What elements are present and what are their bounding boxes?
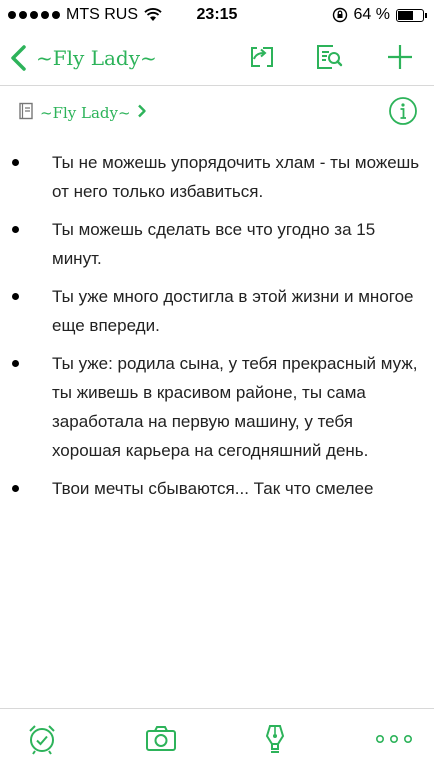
more-icon <box>374 722 414 756</box>
camera-icon <box>144 722 178 756</box>
list-item: Твои мечты сбываются... Так что смелее <box>52 474 424 503</box>
battery-fill <box>398 11 413 20</box>
notebook-selector[interactable] <box>18 100 147 126</box>
back-button[interactable] <box>8 40 157 76</box>
reminder-icon <box>25 722 59 756</box>
bottom-toolbar <box>0 708 434 770</box>
info-icon <box>388 96 418 126</box>
list-item: Ты уже: родила сына, у тебя прекрасный муж, ты живешь в красивом районе, ты сама заработала на первую машину, у тебя хорошая карьера на сегодняшний день. <box>52 349 424 465</box>
handwriting-button[interactable] <box>258 722 292 756</box>
note-content[interactable] <box>52 148 424 512</box>
rotation-lock-icon <box>332 7 348 23</box>
search-note-icon <box>313 41 345 73</box>
signal-strength-icon <box>8 11 60 19</box>
reminder-button[interactable] <box>25 722 59 756</box>
carrier-name: MTS RUS <box>66 6 138 23</box>
bullet-list <box>52 148 424 503</box>
chevron-right-icon <box>137 104 147 123</box>
add-icon <box>384 41 416 73</box>
battery-percent: 64 % <box>353 6 390 23</box>
add-button[interactable] <box>384 41 416 73</box>
battery-icon <box>396 9 424 22</box>
share-icon <box>246 41 278 73</box>
chevron-left-icon <box>8 44 30 72</box>
navigation-bar <box>0 30 434 86</box>
clock: 23:15 <box>196 6 238 23</box>
camera-button[interactable] <box>144 722 178 756</box>
status-bar <box>0 0 434 30</box>
more-button[interactable] <box>374 722 414 756</box>
list-item: Ты можешь сделать все что угодно за 15 минут. <box>52 215 424 273</box>
notebook-name: ~Fly Lady~ <box>40 104 131 122</box>
share-button[interactable] <box>246 41 278 73</box>
wifi-icon <box>144 8 162 22</box>
pen-icon <box>258 722 292 756</box>
note-info-button[interactable] <box>388 96 418 126</box>
list-item: Ты уже много достигла в этой жизни и многое еще впереди. <box>52 282 424 340</box>
search-in-note-button[interactable] <box>313 41 345 73</box>
list-item: Ты не можешь упорядочить хлам - ты можешь от него только избавиться. <box>52 148 424 206</box>
back-button-label: ~Fly Lady~ <box>36 46 157 70</box>
notebook-icon <box>18 102 34 125</box>
